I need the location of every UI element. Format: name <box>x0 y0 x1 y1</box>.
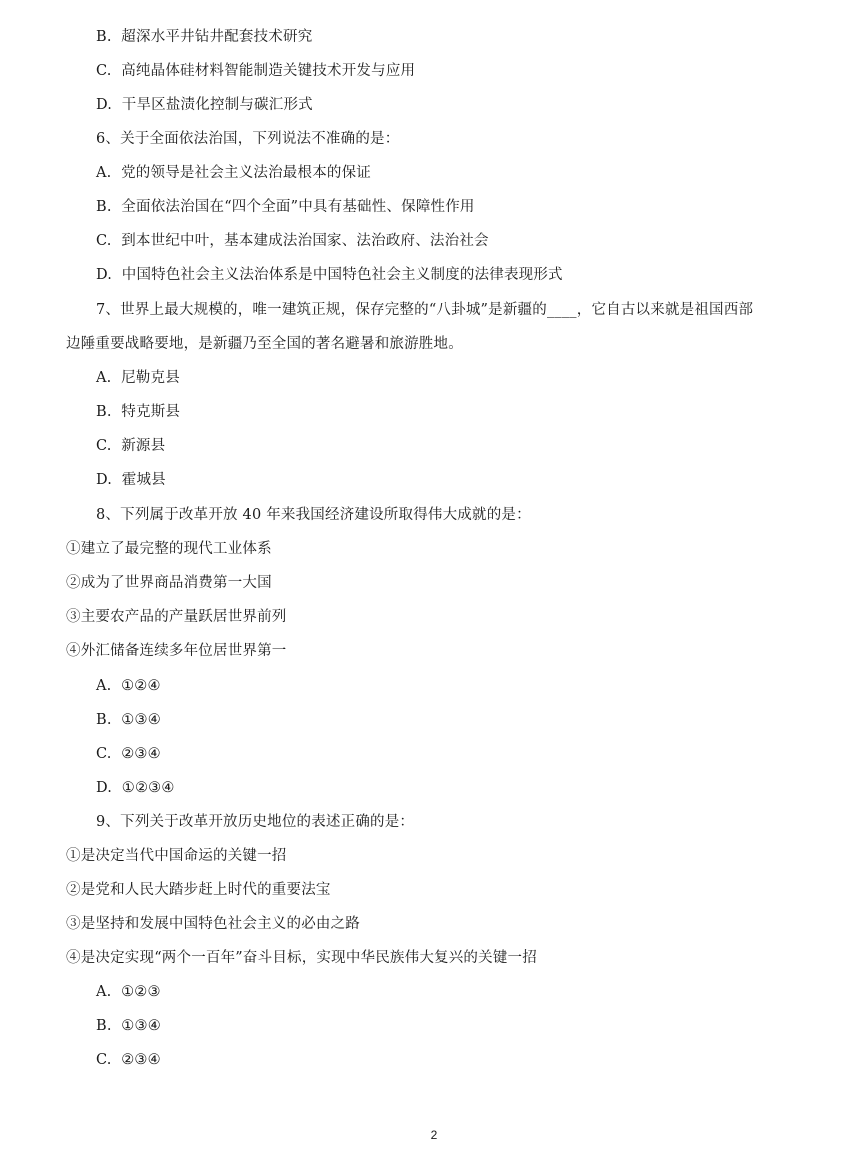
page-number: 2 <box>430 1128 438 1142</box>
q7-stem-line1: 7、世界上最大规模的，唯一建筑正规，保存完整的“八卦城”是新疆的____，它自古以来就是祖国西部 <box>96 302 754 318</box>
q7-stem-line2: 边陲重要战略要地，是新疆乃至全国的著名避暑和旅游胜地。 <box>66 336 463 352</box>
q9-option-a: A. ①②③ <box>96 984 161 1000</box>
q9-item-3: ③是坚持和发展中国特色社会主义的必由之路 <box>66 916 360 932</box>
q5-option-b: B. 超深水平井钻井配套技术研究 <box>96 29 313 45</box>
q7-option-c: C. 新源县 <box>96 438 166 454</box>
q5-option-c: C. 高纯晶体硅材料智能制造关键技术开发与应用 <box>96 63 416 79</box>
q8-option-a: A. ①②④ <box>96 678 161 694</box>
q7-option-b: B. 特克斯县 <box>96 404 181 420</box>
q6-option-b: B. 全面依法治国在“四个全面”中具有基础性、保障性作用 <box>96 199 475 215</box>
q9-item-4: ④是决定实现“两个一百年”奋斗目标，实现中华民族伟大复兴的关键一招 <box>66 950 537 966</box>
q9-option-c: C. ②③④ <box>96 1052 161 1068</box>
q6-stem: 6、关于全面依法治国，下列说法不准确的是： <box>96 131 400 147</box>
q9-stem: 9、下列关于改革开放历史地位的表述正确的是： <box>96 814 415 830</box>
q8-option-d: D. ①②③④ <box>96 780 175 796</box>
q8-option-b: B. ①③④ <box>96 712 161 728</box>
q7-option-d: D. 霍城县 <box>96 472 166 488</box>
q9-item-2: ②是党和人民大踏步赶上时代的重要法宝 <box>66 882 331 898</box>
q6-option-a: A. 党的领导是社会主义法治最根本的保证 <box>96 165 372 181</box>
q9-option-b: B. ①③④ <box>96 1018 161 1034</box>
q8-item-3: ③主要农产品的产量跃居世界前列 <box>66 609 287 625</box>
q7-option-a: A. 尼勒克县 <box>96 370 180 386</box>
q6-option-d: D. 中国特色社会主义法治体系是中国特色社会主义制度的法律表现形式 <box>96 267 563 283</box>
q8-option-c: C. ②③④ <box>96 746 161 762</box>
q8-item-1: ①建立了最完整的现代工业体系 <box>66 541 272 557</box>
q8-item-4: ④外汇储备连续多年位居世界第一 <box>66 643 287 659</box>
q9-item-1: ①是决定当代中国命运的关键一招 <box>66 848 287 864</box>
q8-item-2: ②成为了世界商品消费第一大国 <box>66 575 272 591</box>
q8-stem: 8、下列属于改革开放 40 年来我国经济建设所取得伟大成就的是： <box>96 507 531 523</box>
q5-option-d: D. 干旱区盐渍化控制与碳汇形式 <box>96 97 313 113</box>
q6-option-c: C. 到本世纪中叶，基本建成法治国家、法治政府、法治社会 <box>96 233 489 249</box>
